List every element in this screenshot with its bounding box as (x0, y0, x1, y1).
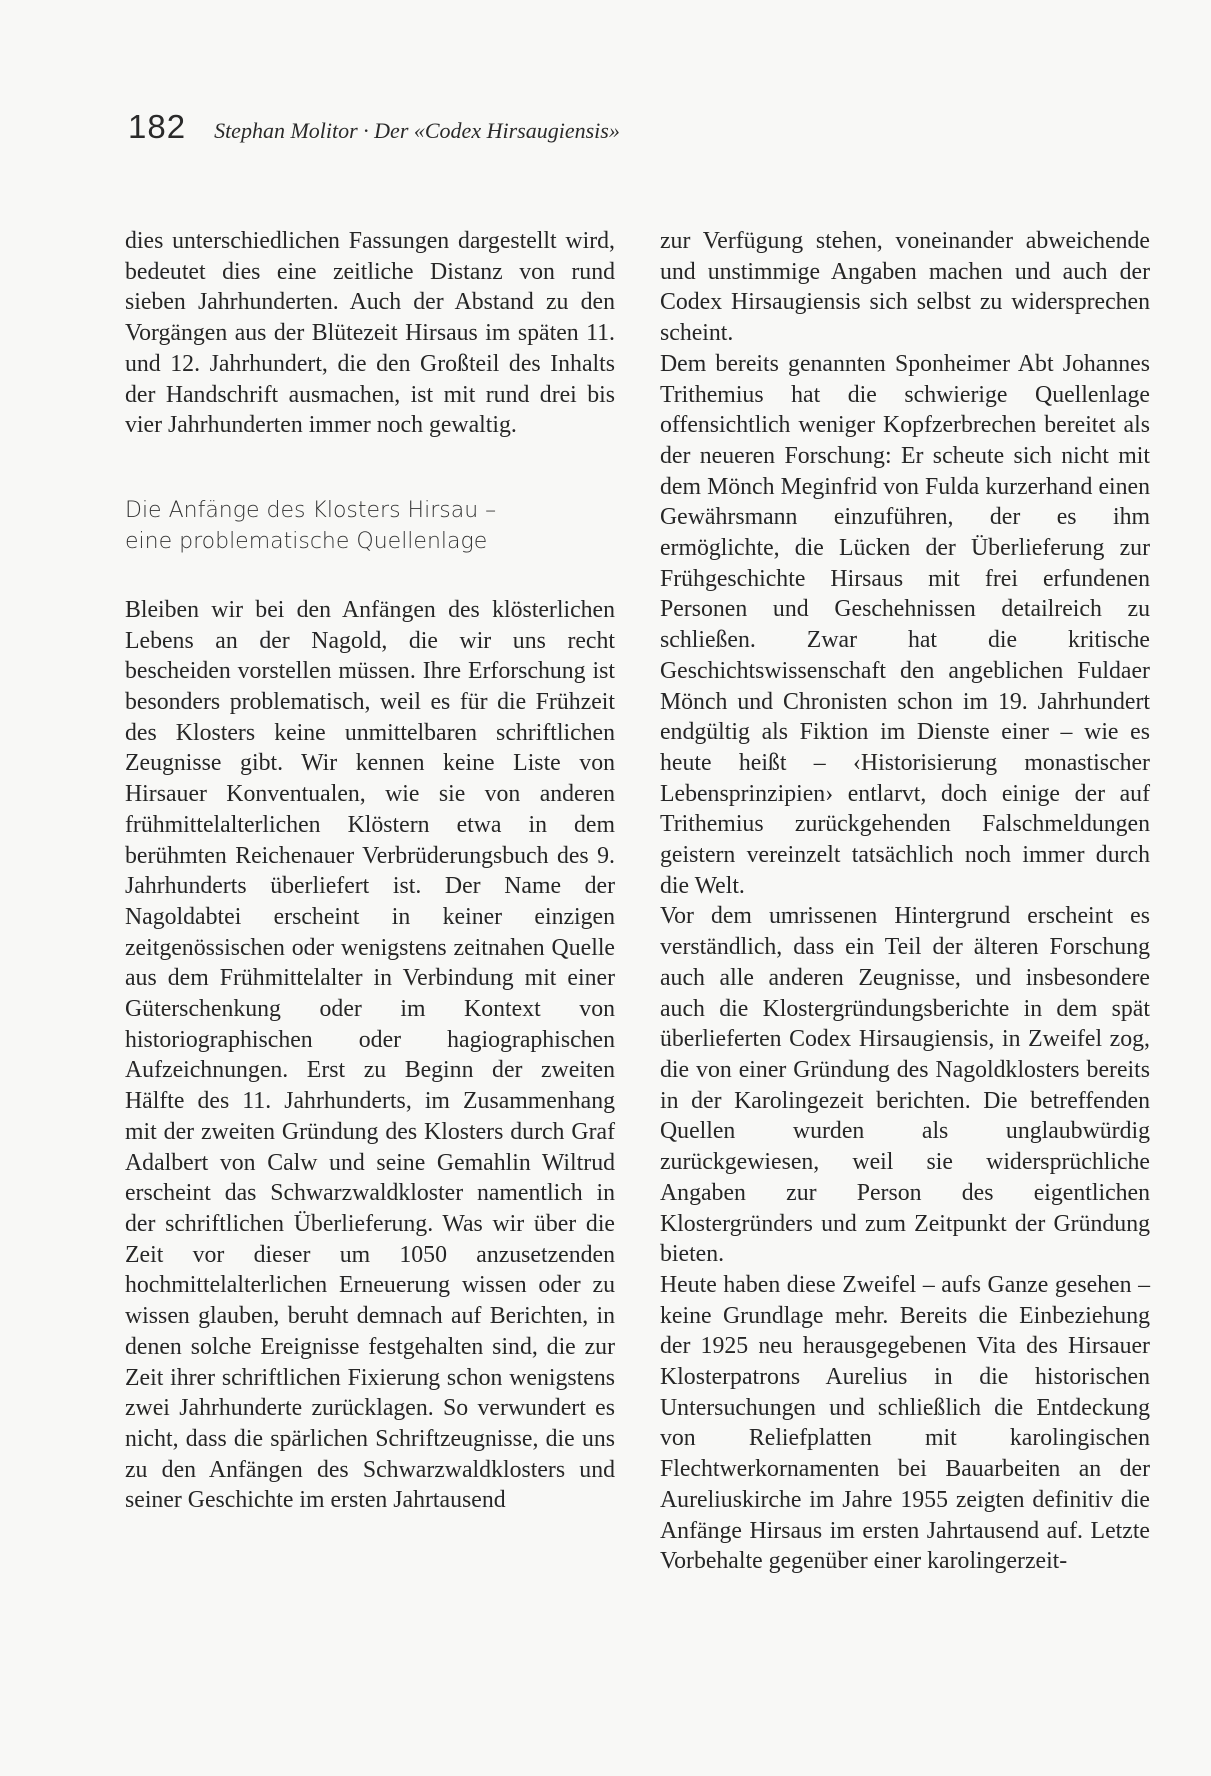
right-paragraph-4: Heute haben diese Zweifel – aufs Ganze gesehen – keine Grundlage mehr. Bereits die Einbeziehung der 1925 neu herausgegebenen Vita des Hirsauer Klosterpatrons Aurelius in die historischen Untersuchungen und schließlich die Entdeckung von Reliefplatten mit karolingischen Flechtwerkornamenten bei Bauarbeiten an der Aureliuskirche im Jahre 1955 zeigten definitiv die Anfänge Hirsaus im ersten Jahrtausend auf. Letzte Vorbehalte gegenüber einer karolingerzeit- (660, 1271, 1150, 1575)
section-heading-line-2: eine problematische Quellenlage (125, 528, 488, 554)
left-column (125, 226, 615, 1516)
section-heading (125, 495, 615, 557)
right-paragraph-2: Dem bereits genannten Sponheimer Abt Johannes Trithemius hat die schwierige Quellenlage offensichtlich weniger Kopfzerbrechen bereitet als der neueren Forschung: Er scheute sich nicht mit dem Mönch Meginfrid von Fulda kurzerhand einen Gewährsmann einzuführen, der es ihm ermöglichte, die Lücken der Überlieferung zur Frühgeschichte Hirsaus mit frei erfundenen Personen und Geschehnissen detailreich zu schließen. Zwar hat die kritische Geschichtswissenschaft den angeblichen Fuldaer Mönch und Chronisten schon im 19. Jahrhundert endgültig als Fiktion im Dienste einer – wie es heute heißt – ‹Historisierung monastischer Lebensprinzipien› entlarvt, doch einige der auf Trithemius zurückgehenden Falschmeldungen geistern vereinzelt tatsächlich noch immer durch die Welt. (660, 350, 1150, 899)
page-number: 182 (128, 108, 187, 145)
left-paragraph-2: Bleiben wir bei den Anfängen des klösterlichen Lebens an der Nagold, die wir uns recht bescheiden vorstellen müssen. Ihre Erforschung ist besonders problematisch, weil es für die Frühzeit des Klosters keine unmittelbaren schriftlichen Zeugnisse gibt. Wir kennen keine Liste von Hirsauer Konventualen, wie sie von anderen frühmittelalterlichen Klöstern etwa in dem berühmten Reichenauer Verbrüderungsbuch des 9. Jahrhunderts überliefert ist. Der Name der Nagoldabtei erscheint in keiner einzigen zeitgenössischen oder wenigstens zeitnahen Quelle aus dem Frühmittelalter in Verbindung mit einer Güterschenkung oder im Kontext von historiographischen oder hagiographischen Aufzeichnungen. Erst zu Beginn der zweiten Hälfte des 11. Jahrhunderts, im Zusammenhang mit der zweiten Gründung des Klosters durch Graf Adalbert von Calw und seine Gemahlin Wiltrud erscheint das Schwarzwaldkloster namentlich in der schriftlichen Überlieferung. Was wir über die Zeit vor dieser um 1050 anzusetzenden hochmittelalterlichen Erneuerung wissen oder zu wissen glauben, beruht demnach auf Berichten, in denen solche Ereignisse festgehalten sind, die zur Zeit ihrer schriftlichen Fixierung schon wenigstens zwei Jahrhunderte zurücklagen. So verwundert es nicht, dass die spärlichen Schriftzeugnisse, die uns zu den Anfängen des Schwarzwaldklosters und seiner Geschichte im ersten Jahrtausend (125, 596, 615, 1514)
right-paragraph-3: Vor dem umrissenen Hintergrund erscheint es verständlich, dass ein Teil der älteren Forschung auch alle anderen Zeugnisse, und insbesondere auch die Klostergründungsberichte in dem spät überlieferten Codex Hirsaugiensis, in Zweifel zog, die von einer Gründung des Nagoldklosters bereits in der Karolingezeit berichten. Die betreffenden Quellen wurden als unglaubwürdig zurückgewiesen, weil sie widersprüchliche Angaben zur Person des eigentlichen Klostergründers und zum Zeitpunkt der Gründung bieten. (660, 903, 1150, 1268)
left-paragraph-1: dies unterschiedlichen Fassungen dargestellt wird, bedeutet dies eine zeitliche Distanz von rund sieben Jahrhunderten. Auch der Abstand zu den Vorgängen aus der Blütezeit Hirsaus im späten 11. und 12. Jahrhundert, die den Großteil des Inhalts der Handschrift ausmachen, ist mit rund drei bis vier Jahrhunderten immer noch gewaltig. (125, 228, 615, 439)
right-paragraph-1: zur Verfügung stehen, voneinander abweichende und unstimmige Angaben machen und auch der Codex Hirsaugiensis sich selbst zu widersprechen scheint. (660, 228, 1150, 347)
right-column (660, 226, 1150, 1577)
section-heading-line-1: Die Anfänge des Klosters Hirsau – (125, 497, 497, 523)
running-head: Stephan Molitor · Der «Codex Hirsaugiensis» (214, 118, 620, 143)
page-header (128, 108, 620, 146)
